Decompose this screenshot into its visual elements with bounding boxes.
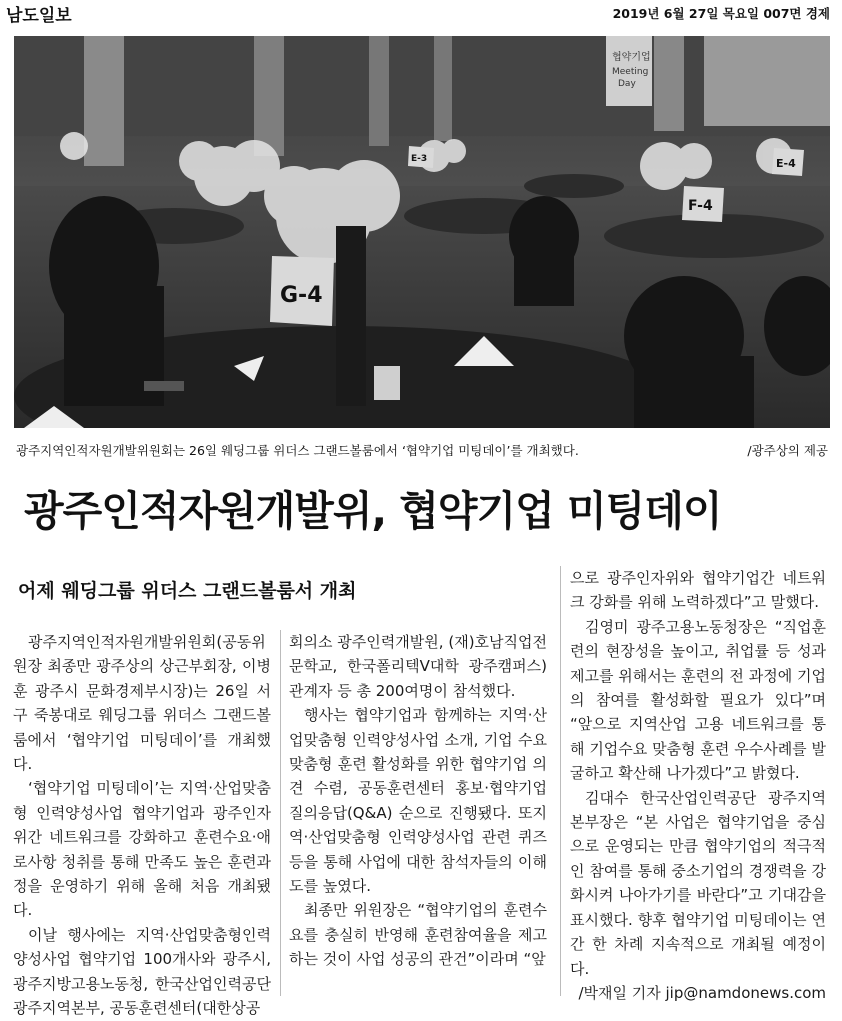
paragraph: 최종만 위원장은 “협약기업의 훈련수요를 충실히 반영해 훈련참여율을 제고하는 것이 사업 성공의 관건”이라며 “앞 — [289, 901, 547, 969]
photo-credit: /광주상의 제공 — [747, 443, 828, 458]
column-divider — [560, 566, 561, 996]
paragraph: ‘협약기업 미팅데이’는 지역·산업맞춤형 인력양성사업 협약기업과 광주인자위간 네트워크를 강화하고 훈련수요·애로사항 청취를 통해 만족도 높은 훈련과정을 운영하기 위해 올해 처음 개최됐다. — [13, 779, 271, 920]
table-sign-e3: E-3 — [411, 154, 428, 164]
headline: 광주인적자원개발위, 협약기업 미팅데이 — [24, 487, 722, 535]
article-column-3 — [570, 566, 826, 1005]
column-divider — [280, 630, 281, 996]
paragraph: 이날 행사에는 지역·산업맞춤형인력양성사업 협약기업 100개사와 광주시, 광주지방고용노동청, 한국산업인력공단 광주지역본부, 공동훈련센터(대한상공 — [13, 925, 271, 1018]
screen-text-2: Meeting — [612, 67, 649, 77]
paragraph: 으로 광주인자위와 협약기업간 네트워크 강화를 위해 노력하겠다”고 말했다. — [570, 569, 826, 612]
table-sign-f4: F-4 — [688, 198, 713, 214]
subheadline: 어제 웨딩그룹 위더스 그랜드볼룸서 개최 — [18, 580, 357, 602]
article-column-2 — [289, 630, 547, 972]
paper-name: 남도일보 — [6, 6, 72, 26]
issue-info: 2019년 6월 27일 목요일 007면 경제 — [612, 6, 830, 21]
paragraph: 회의소 광주인력개발원, (재)호남직업전문학교, 한국폴리텍V대학 광주캠퍼스) 관계자 등 총 200여명이 참석했다. — [289, 633, 547, 700]
paragraph: 김영미 광주고용노동청장은 “직업훈련의 현장성을 높이고, 취업률 등 성과 제고를 위해서는 훈련의 전 과정에 기업의 참여를 활성화할 필요가 있다”며 “앞으로 지역산업 고용 네트워크를 통해 기업수요 맞춤형 훈련 우수사례를 발굴하고 확산해 나가겠다”고 밝혔다. — [570, 617, 826, 783]
caption-text: 광주지역인적자원개발위원회는 26일 웨딩그룹 위더스 그랜드볼룸에서 ‘협약기업 미팅데이’를 개최했다. — [16, 443, 579, 458]
screen-text-3: Day — [618, 79, 636, 89]
article-column-1 — [13, 630, 271, 1021]
byline: /박재일 기자 jip@namdonews.com — [578, 983, 826, 1002]
table-sign-g4: G-4 — [280, 283, 323, 308]
event-photo — [14, 36, 830, 428]
table-sign-e4: E-4 — [776, 157, 796, 170]
paragraph: 광주지역인적자원개발위원회(공동위원장 최종만 광주상의 상근부회장, 이병훈 광주시 문화경제부시장)는 26일 서구 죽봉대로 웨딩그룹 위더스 그랜드볼룸에서 ‘협약기업 미팅데이’를 개최했다. — [13, 633, 271, 774]
screen-text-1: 협약기업 — [612, 52, 651, 63]
masthead — [0, 0, 842, 24]
paragraph: 행사는 협약기업과 함께하는 지역·산업맞춤형 인력양성사업 소개, 기업 수요 맞춤형 훈련 활성화를 위한 협약기업 의견 수렴, 공동훈련센터 홍보·협약기업 질의응답(Q&A) 순으로 진행됐다. 또지역·산업맞춤형 인력양성사업 관련 퀴즈 등을 통해 사업에 대한 참석자들의 이해도를 높였다. — [289, 706, 547, 896]
paragraph: 김대수 한국산업인력공단 광주지역본부장은 “본 사업은 협약기업을 중심으로 운영되는 만큼 협약기업의 적극적인 참여를 통해 중소기업의 경쟁력을 강화시켜 나아가기를 바란다”고 기대감을 표시했다. 향후 협약기업 미팅데이는 연간 한 차례 지속적으로 개최될 예정이다. — [570, 788, 826, 978]
